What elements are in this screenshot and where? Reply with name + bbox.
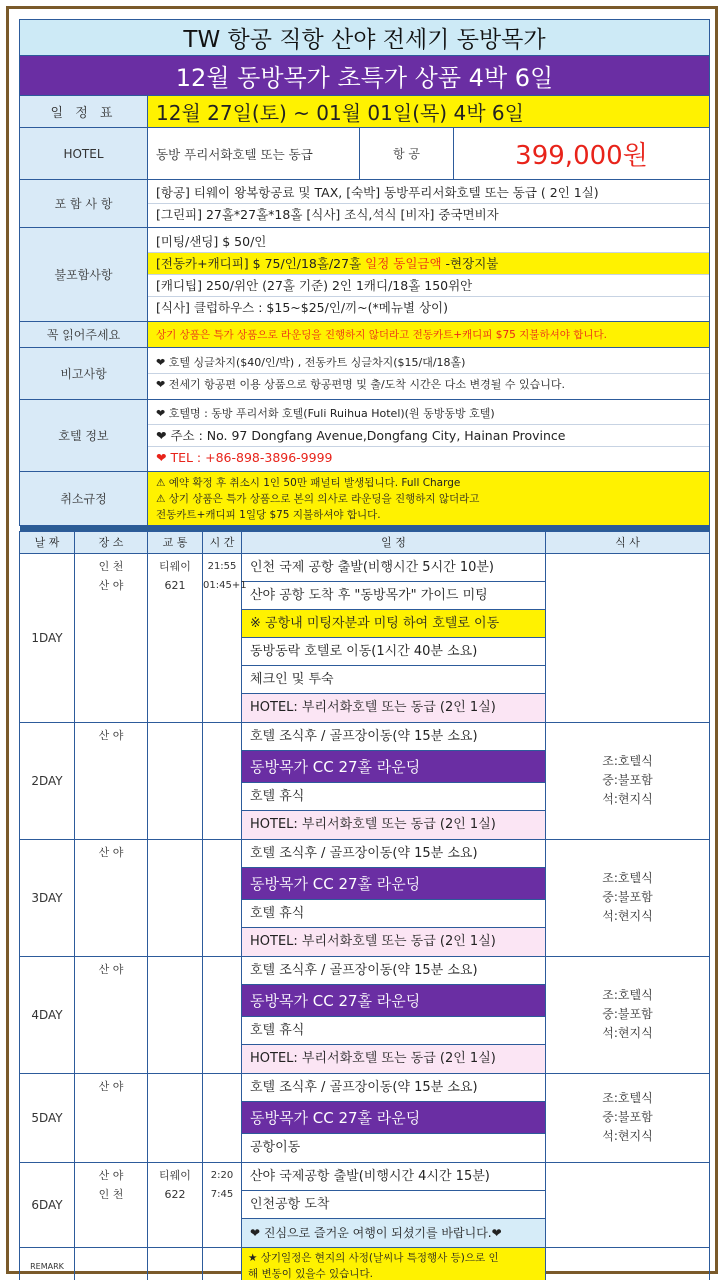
schedule-item: 공항이동 <box>250 1139 301 1155</box>
price-label: 항 공 <box>360 128 454 180</box>
schedule-item-hotel: HOTEL: 부리서화호텔 또는 동급 (2인 1실) <box>242 811 545 839</box>
day-transport: 티웨이 621 <box>148 553 203 722</box>
day-places: 산 야 <box>75 839 148 956</box>
day-times: 2:20 7:45 <box>203 1162 242 1247</box>
schedule-item: 호텔 휴식 <box>242 1017 545 1045</box>
day-times <box>203 839 242 956</box>
day-transport <box>148 956 203 1073</box>
day-transport: 티웨이 622 <box>148 1162 203 1247</box>
day-meals <box>546 1162 710 1247</box>
day-meals: 조:호텔식 중:불포함 석:현지식 <box>546 839 710 956</box>
day-places: 산 야 인 천 <box>75 1162 148 1247</box>
day-label: 4DAY <box>20 956 75 1073</box>
included-label: 포 함 사 항 <box>20 180 148 228</box>
day-label: 1DAY <box>20 553 75 722</box>
excluded-line: [미팅/샌딩] $ 50/인 <box>148 231 709 253</box>
hotel-info-address: ❤ 주소 : No. 97 Dongfang Avenue,Dongfang City, Hainan Province <box>148 425 709 447</box>
page-frame <box>6 6 718 1280</box>
day-meals: 조:호텔식 중:불포함 석:현지식 <box>546 722 710 839</box>
schedule-value: 12월 27일(토) ~ 01월 01일(목) 4박 6일 <box>148 96 710 128</box>
day-times <box>203 1073 242 1162</box>
schedule-item: 인천 국제 공항 출발(비행시간 5시간 10분) <box>242 554 545 582</box>
day-label: 6DAY <box>20 1162 75 1247</box>
schedule-item-highlight: ※ 공항내 미팅자분과 미팅 하여 호텔로 이동 <box>242 610 545 638</box>
day-schedule <box>242 722 546 839</box>
day-schedule <box>242 1073 546 1162</box>
day-schedule <box>242 553 546 722</box>
document-title: TW 항공 직항 산야 전세기 동방목가 <box>20 20 710 56</box>
schedule-item-hotel: HOTEL: 부리서화호텔 또는 동급 (2인 1실) <box>242 694 545 722</box>
excluded-label: 불포함사항 <box>20 228 148 322</box>
hotel-info-name: ❤ 호텔명 : 동방 푸리서화 호텔(Fuli Ruihua Hotel)(원 동방동방 호텔) <box>148 403 709 425</box>
header-place: 장 소 <box>75 531 148 553</box>
remark-empty <box>546 1247 710 1280</box>
excluded-line: [식사] 클럽하우스 : $15~$25/인/끼~(*메뉴별 상이) <box>156 299 448 315</box>
schedule-item: 호텔 휴식 <box>242 900 545 928</box>
schedule-item-golf: 동방목가 CC 27홀 라운딩 <box>242 985 545 1017</box>
remarks-label: 비고사항 <box>20 348 148 400</box>
itinerary-day-row <box>20 722 710 839</box>
remark-label: REMARK <box>20 1247 75 1280</box>
day-times <box>203 722 242 839</box>
day-times: 21:55 01:45+1 <box>203 553 242 722</box>
itinerary-header <box>20 531 710 553</box>
itinerary-day-row <box>20 839 710 956</box>
excluded-line: [캐디팁] 250/위안 (27홀 기준) 2인 1캐디/18홀 150위안 <box>148 275 709 297</box>
day-schedule <box>242 1162 546 1247</box>
schedule-item-golf: 동방목가 CC 27홀 라운딩 <box>242 1102 545 1134</box>
hotel-label: HOTEL <box>20 128 148 180</box>
schedule-item: 호텔 조식후 / 골프장이동(약 15분 소요) <box>242 840 545 868</box>
header-date: 날 짜 <box>20 531 75 553</box>
hotel-info-value <box>148 400 710 472</box>
header-meal: 식 사 <box>546 531 710 553</box>
schedule-item: 호텔 휴식 <box>242 783 545 811</box>
itinerary-day-row <box>20 1073 710 1162</box>
day-places: 산 야 <box>75 1073 148 1162</box>
day-transport <box>148 722 203 839</box>
day-meals <box>546 553 710 722</box>
schedule-item-hotel: HOTEL: 부리서화호텔 또는 동급 (2인 1실) <box>242 1045 545 1073</box>
cancel-value <box>148 472 710 526</box>
day-meals: 조:호텔식 중:불포함 석:현지식 <box>546 956 710 1073</box>
remarks-line: ❤ 전세기 항공편 이용 상품으로 항공편명 및 출/도착 시간은 다소 변경될 수 있습니다. <box>156 377 566 391</box>
schedule-item-closing: ❤ 진심으로 즐거운 여행이 되셨기를 바랍니다.❤ <box>242 1219 545 1247</box>
remark-empty <box>75 1247 148 1280</box>
must-read-label: 꼭 읽어주세요 <box>20 322 148 348</box>
hotel-info-tel: ❤ TEL : +86-898-3896-9999 <box>156 449 333 465</box>
excluded-value <box>148 228 710 322</box>
hotel-info-label: 호텔 정보 <box>20 400 148 472</box>
remark-text: ★ 상기일정은 현지의 사정(날씨나 특정행사 등)으로 인 해 변동이 있을수 있습니다. <box>242 1247 546 1280</box>
hotel-value: 동방 푸리서화호텔 또는 동급 <box>148 128 360 180</box>
included-value <box>148 180 710 228</box>
day-label: 3DAY <box>20 839 75 956</box>
header-time: 시 간 <box>203 531 242 553</box>
schedule-item: 호텔 조식후 / 골프장이동(약 15분 소요) <box>242 723 545 751</box>
header-transport: 교 통 <box>148 531 203 553</box>
day-label: 2DAY <box>20 722 75 839</box>
itinerary-day-row <box>20 1162 710 1247</box>
day-schedule <box>242 956 546 1073</box>
day-places: 산 야 <box>75 956 148 1073</box>
day-places: 산 야 <box>75 722 148 839</box>
info-table <box>19 19 710 531</box>
document <box>19 19 709 1280</box>
remark-row <box>20 1247 710 1280</box>
cancel-line: ⚠ 상기 상품은 특가 상품으로 본의 의사로 라운딩을 진행하지 않더라고 <box>156 492 480 505</box>
remark-empty <box>203 1247 242 1280</box>
included-line: [항공] 티웨이 왕복항공료 및 TAX, [숙박] 동방푸리서화호텔 또는 동급 ( 2인 1실) <box>148 182 709 204</box>
remarks-value <box>148 348 710 400</box>
day-transport <box>148 839 203 956</box>
day-times <box>203 956 242 1073</box>
schedule-item: 호텔 조식후 / 골프장이동(약 15분 소요) <box>242 1074 545 1102</box>
schedule-item: 산야 국제공항 출발(비행시간 4시간 15분) <box>242 1163 545 1191</box>
excluded-line-highlight: [전동카+캐디피] $ 75/인/18홀/27홀 일정 동일금액 -현장지불 <box>148 253 709 275</box>
schedule-item-hotel: HOTEL: 부리서화호텔 또는 동급 (2인 1실) <box>242 928 545 956</box>
included-line: [그린피] 27홀*27홀*18홀 [식사] 조식,석식 [비자] 중국면비자 <box>156 206 499 222</box>
schedule-item: 동방동락 호텔로 이동(1시간 40분 소요) <box>242 638 545 666</box>
header-schedule: 일 정 <box>242 531 546 553</box>
schedule-item: 인천공항 도착 <box>242 1191 545 1219</box>
schedule-item-golf: 동방목가 CC 27홀 라운딩 <box>242 868 545 900</box>
itinerary-day-row <box>20 553 710 722</box>
itinerary-day-row <box>20 956 710 1073</box>
must-read-text: 상기 상품은 특가 상품으로 라운딩을 진행하지 않더라고 전동카트+캐디피 $75 지불하셔야 합니다. <box>148 322 710 348</box>
document-subtitle: 12월 동방목가 초특가 상품 4박 6일 <box>20 56 710 96</box>
day-label: 5DAY <box>20 1073 75 1162</box>
itinerary-table <box>19 531 710 1280</box>
cancel-line: ⚠ 예약 확정 후 취소시 1인 50만 패널티 발생됩니다. Full Charge <box>156 476 461 489</box>
day-transport <box>148 1073 203 1162</box>
day-meals: 조:호텔식 중:불포함 석:현지식 <box>546 1073 710 1162</box>
schedule-item: 호텔 조식후 / 골프장이동(약 15분 소요) <box>242 957 545 985</box>
remark-empty <box>148 1247 203 1280</box>
schedule-item: 체크인 및 투숙 <box>242 666 545 694</box>
day-places: 인 천 산 야 <box>75 553 148 722</box>
price-value: 399,000원 <box>454 128 710 180</box>
cancel-label: 취소규정 <box>20 472 148 526</box>
day-schedule <box>242 839 546 956</box>
cancel-line: 전동카트+캐디피 1일당 $75 지불하셔야 합니다. <box>156 508 381 521</box>
schedule-label: 일 정 표 <box>20 96 148 128</box>
remarks-line: ❤ 호텔 싱글차지($40/인/박) , 전동카트 싱글차지($15/대/18홀) <box>148 352 709 374</box>
schedule-item: 산야 공항 도착 후 "동방목가" 가이드 미팅 <box>242 582 545 610</box>
schedule-item-golf: 동방목가 CC 27홀 라운딩 <box>242 751 545 783</box>
